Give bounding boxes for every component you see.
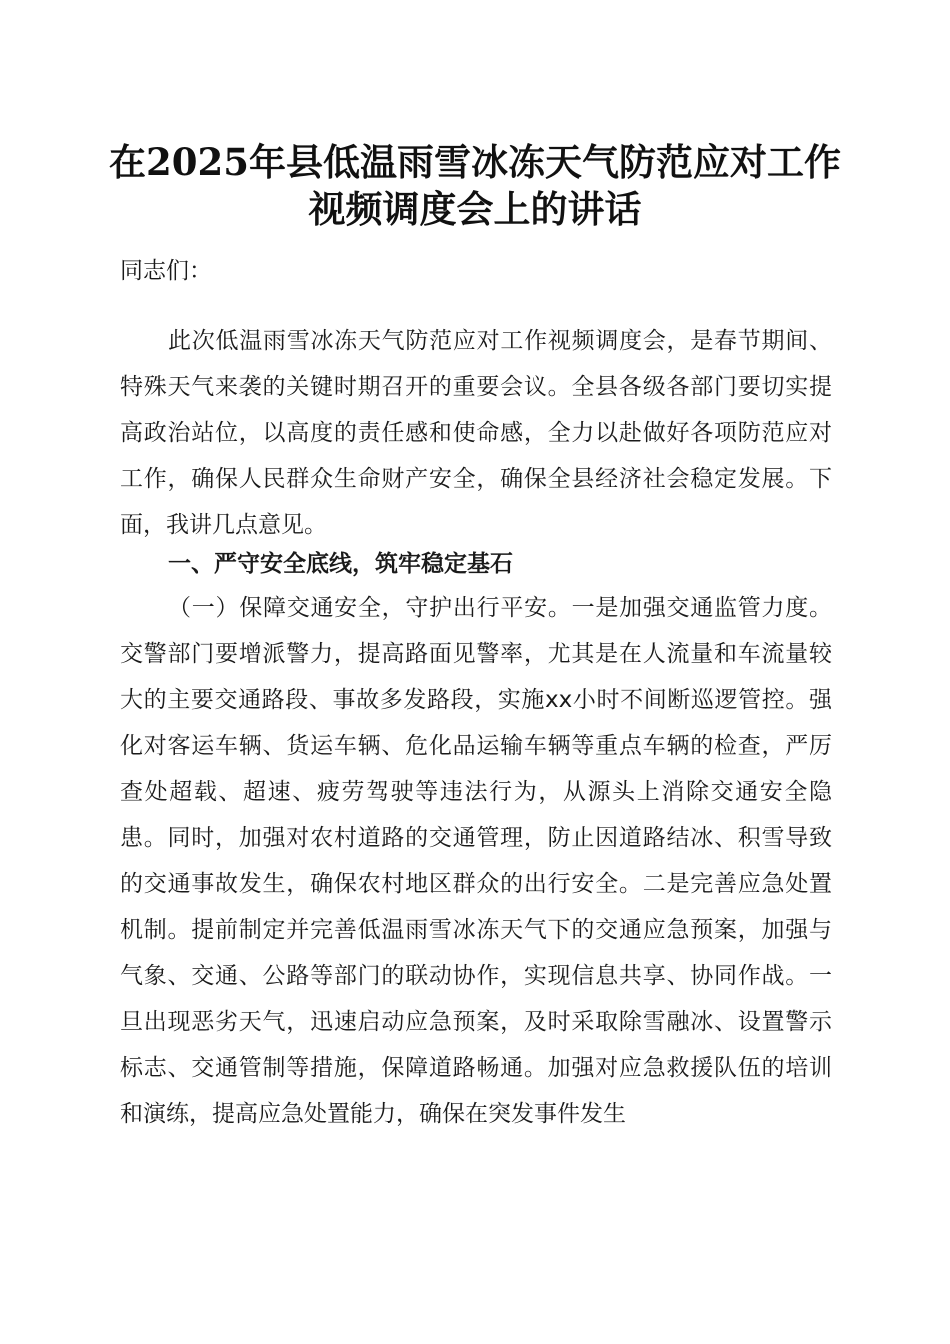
section-heading: 一、严守安全底线，筑牢稳定基石 [168,551,513,577]
salutation: 同志们： [120,258,212,284]
intro-paragraph: 此次低温雨雪冰冻天气防范应对工作视频调度会，是春节期间、特殊天气来袭的关键时期召开的重要会议。全县各级各部门要切实提高政治站位，以高度的责任感和使命感，全力以赴做好各项防范应对工作，确保人民群众生命财产安全，确保全县经济社会稳定发展。下面，我讲几点意见。 [120,328,832,538]
document-title-line-2: 视频调度会上的讲话 [308,187,642,231]
section-paragraph: （一）保障交通安全，守护出行平安。一是加强交通监管力度。交警部门要增派警力，提高路面见警率，尤其是在人流量和车流量较大的主要交通路段、事故多发路段，实施xx小时不间断巡逻管控。强化对客运车辆、货运车辆、危化品运输车辆等重点车辆的检查，严厉查处超载、超速、疲劳驾驶等违法行为，从源头上消除交通安全隐患。同时，加强对农村道路的交通管理，防止因道路结冰、积雪导致的交通事故发生，确保农村地区群众的出行安全。二是完善应急处置机制。提前制定并完善低温雨雪冰冻天气下的交通应急预案，加强与气象、交通、公路等部门的联动协作，实现信息共享、协同作战。一旦出现恶劣天气，迅速启动应急预案，及时采取除雪融冰、设置警示标志、交通管制等措施，保障道路畅通。加强对应急救援队伍的培训和演练，提高应急处置能力，确保在突发事件发生 [120,595,832,1127]
document-title-line-1: 在2025年县低温雨雪冰冻天气防范应对工作 [109,140,841,184]
